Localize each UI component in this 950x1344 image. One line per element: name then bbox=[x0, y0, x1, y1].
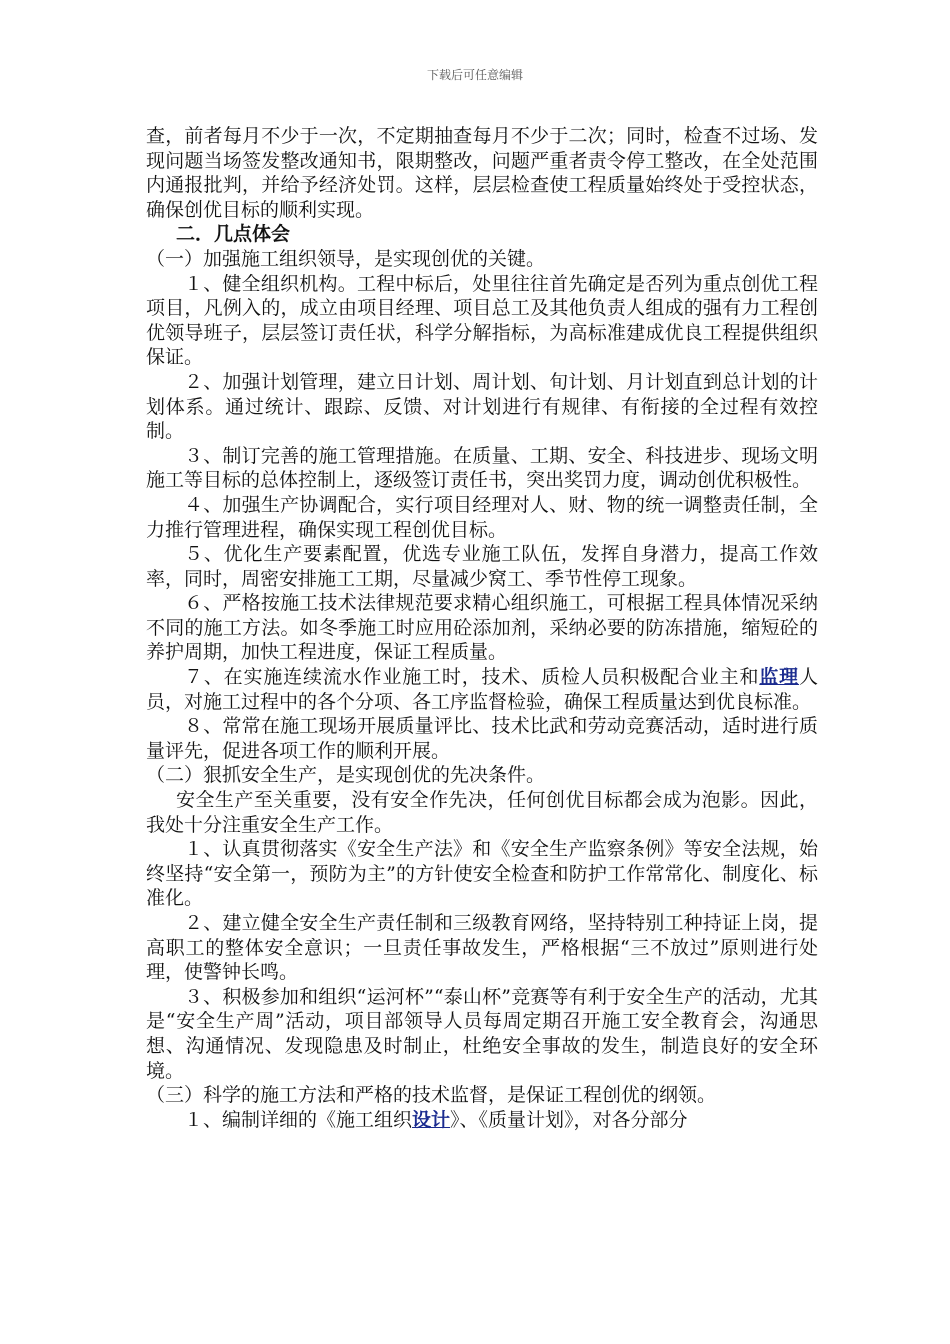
paragraph-item-8: ８、常常在施工现场开展质量评比、技术比武和劳动竞赛活动，适时进行质量评先，促进各项工作的顺利开展。 bbox=[146, 715, 818, 762]
paragraph-safety-1: １、认真贯彻落实《安全生产法》和《安全生产监察条例》等安全法规，始终坚持“安全第一，预防为主”的方针使安全检查和防护工作常常化、制度化、标准化。 bbox=[146, 838, 818, 910]
paragraph-item-5: ５、优化生产要素配置，优选专业施工队伍，发挥自身潜力，提高工作效率，同时，周密安排施工工期，尽量减少窝工、季节性停工现象。 bbox=[146, 543, 818, 590]
subsection-heading-3: （三）科学的施工方法和严格的技术监督，是保证工程创优的纲领。 bbox=[146, 1084, 717, 1107]
paragraph-method-1-before: １、编制详细的《施工组织 bbox=[184, 1108, 413, 1131]
paragraph-item-4: ４、加强生产协调配合，实行项目经理对人、财、物的统一调整责任制，全力推行管理进程，确保实现工程创优目标。 bbox=[146, 493, 818, 541]
paragraph-item-7-before: ７、在实施连续流水作业施工时，技术、质检人员积极配合业主和 bbox=[184, 666, 760, 689]
paragraph-safety-2: ２、建立健全安全生产责任制和三级教育网络，坚持特别工种持证上岗，提高职工的整体安全意识；一旦责任事故发生，严格根据“三不放过”原则进行处理，使警钟长鸣。 bbox=[146, 912, 818, 984]
paragraph-safety-3: ３、积极参加和组织“运河杯”“泰山杯”竞赛等有利于安全生产的活动，尤其是“安全生产周”活动，项目部领导人员每周定期召开施工安全教育会，沟通思想、沟通情况、发现隐患及时制止，杜绝安全事故的发生，制造良好的安全环境。 bbox=[146, 985, 818, 1082]
paragraph-item-2: ２、加强计划管理，建立日计划、周计划、旬计划、月计划直到总计划的计划体系。通过统计、跟踪、反馈、对计划进行有规律、有衔接的全过程有效控制。 bbox=[146, 370, 818, 443]
page-header: 下载后可任意编辑 bbox=[426, 68, 523, 82]
paragraph-item-7 bbox=[146, 665, 818, 714]
paragraph-item-6: ６、严格按施工技术法律规范要求精心组织施工，可根据工程具体情况采纳不同的施工方法。如冬季施工时应用砼添加剂，采纳必要的防冻措施，缩短砼的养护周期，加快工程进度，保证工程质量。 bbox=[146, 592, 818, 664]
supervision-link[interactable]: 监理 bbox=[759, 666, 799, 689]
document-body bbox=[146, 124, 818, 1132]
paragraph-method-1-after: 》、《质量计划》，对各分部分 bbox=[450, 1108, 688, 1131]
paragraph-item-1: １、健全组织机构。工程中标后，处里往往首先确定是否列为重点创优工程项目，凡例入的，成立由项目经理、项目总工及其他负责人组成的强有力工程创优领导班子，层层签订责任状，科学分解指标，为高标准建成优良工程提供组织保证。 bbox=[146, 272, 818, 369]
paragraph-item-7-after: 人员，对施工过程中的各个分项、各工序监督检验，确保工程质量达到优良标准。 bbox=[146, 666, 818, 713]
paragraph-safety-intro: 安全生产至关重要，没有安全作先决，任何创优目标都会成为泡影。因此，我处十分注重安全生产工作。 bbox=[146, 789, 818, 836]
paragraph-method-1 bbox=[146, 1108, 818, 1133]
paragraph-continuation: 查，前者每月不少于一次，不定期抽查每月不少于二次；同时，检查不过场、发现问题当场签发整改通知书，限期整改，问题严重者责令停工整改，在全处范围内通报批判，并给予经济处罚。这样，层层检查使工程质量始终处于受控状态，确保创优目标的顺利实现。 bbox=[146, 125, 818, 221]
section-heading: 二．几点体会 bbox=[176, 223, 291, 246]
design-link[interactable]: 设计 bbox=[412, 1108, 451, 1131]
subsection-heading-2: （二）狠抓安全生产，是实现创优的先决条件。 bbox=[146, 764, 546, 787]
paragraph-item-3: ３、制订完善的施工管理措施。在质量、工期、安全、科技进步、现场文明施工等目标的总体控制上，逐级签订责任书，突出奖罚力度，调动创优积极性。 bbox=[146, 444, 818, 492]
subsection-heading-1: （一）加强施工组织领导，是实现创优的关键。 bbox=[146, 247, 546, 270]
